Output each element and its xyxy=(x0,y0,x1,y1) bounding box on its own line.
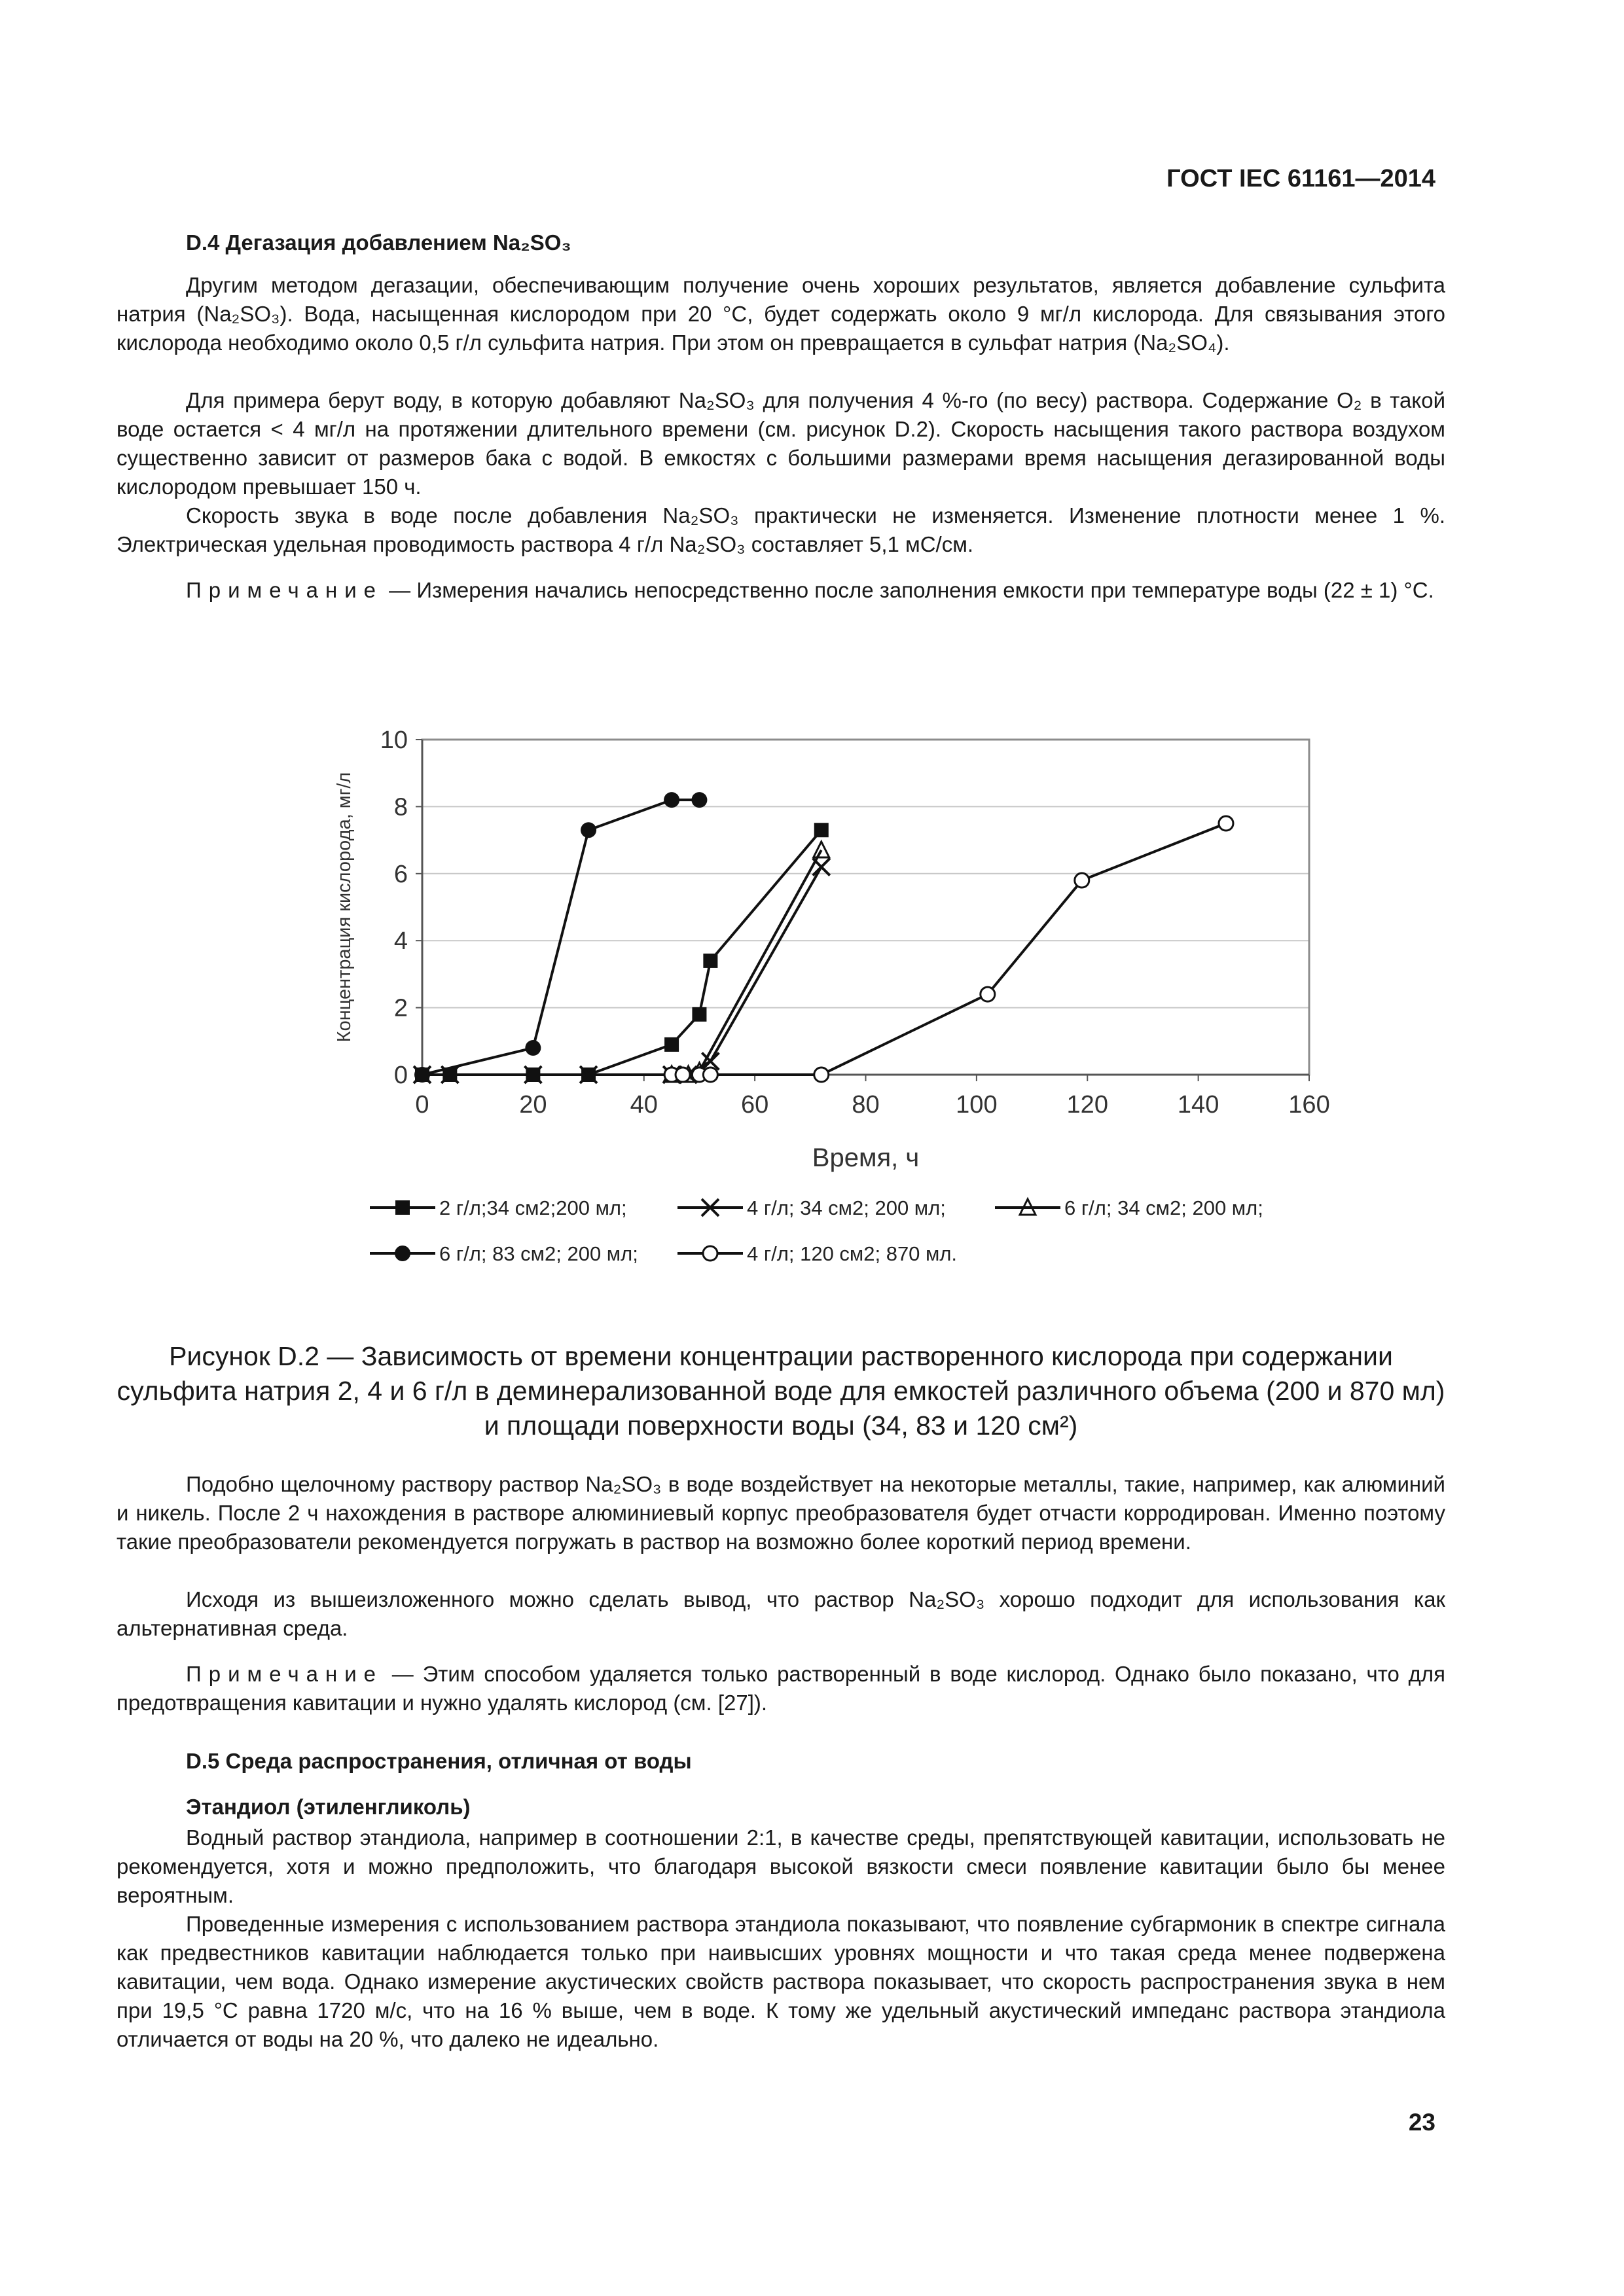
paragraph xyxy=(117,1585,1445,1643)
paragraph-text: Водный раствор этандиола, например в соотношении 2:1, в качестве среды, препятствующей кавитации, использовать не рекомендуется, хотя и можно предположить, что благодаря высокой вязкости смеси появление кавитации было бы менее вероятным. xyxy=(117,1825,1445,1907)
y-tick-label: 4 xyxy=(393,927,408,956)
data-point xyxy=(414,1067,430,1083)
x-tick-label: 40 xyxy=(630,1091,658,1119)
y-tick-label: 6 xyxy=(393,860,408,888)
series-line xyxy=(422,830,821,1075)
paragraph-text: Проведенные измерения с использованием раствора этандиола показывают, что появление субгармоник в спектре сигнала как предвестников кавитации наблюдается только при наивысших уровнях мощности и что такая среда менее подвержена кавитации, чем вода. Однако измерение акустических свойств раствора показывает, что скорость распространения звука в нем при 19,5 °С равна 1720 м/с, что на 16 % выше, чем в воде. К тому же удельный акустический импеданс раствора этандиола отличается от воды на 20 %, что далеко не идеально. xyxy=(117,1912,1445,2051)
legend-marker xyxy=(703,1246,717,1261)
y-tick-label: 0 xyxy=(393,1062,408,1089)
y-axis-label: Концентрация кислорода, мг/л xyxy=(334,772,355,1043)
data-point xyxy=(703,1067,717,1082)
data-point xyxy=(676,1067,690,1082)
legend-label: 6 г/л; 83 см2; 200 мл; xyxy=(439,1242,638,1265)
subsection-title: Этандиол (этиленгликоль) xyxy=(186,1795,471,1819)
section-title-d4: D.4 Дегазация добавлением Na₂SO₃ xyxy=(186,230,571,255)
data-point xyxy=(1219,816,1233,831)
paragraph xyxy=(117,501,1445,559)
series-line xyxy=(422,867,821,1075)
data-point xyxy=(703,954,717,968)
paragraph-text: Исходя из вышеизложенного можно сделать вывод, что раствор Na₂SO₃ хорошо подходит для использования как альтернативная среда. xyxy=(117,1587,1445,1640)
plot-area xyxy=(422,740,1309,1075)
x-tick-label: 0 xyxy=(415,1091,429,1119)
note-text: — Этим способом удаляется только растворенный в воде кислород. Однако было показано, что для предотвращения кавитации и нужно удалять кислород (см. [27]). xyxy=(117,1662,1445,1715)
document-header: ГОСТ IEC 61161—2014 xyxy=(1166,165,1435,192)
series-line xyxy=(422,800,699,1075)
x-tick-label: 80 xyxy=(852,1091,880,1119)
note xyxy=(117,576,1445,605)
paragraph-text: Подобно щелочному раствору раствор Na₂SO₃ в воде воздействует на некоторые металлы, такие, например, как алюминий и никель. После 2 ч нахождения в растворе алюминиевый корпус преобразователя будет отчасти корродирован. Именно поэтому такие преобразователи рекомендуется погружать в раствор на возможно более короткий период времени. xyxy=(117,1472,1445,1554)
page-number: 23 xyxy=(1408,2109,1435,2136)
data-point xyxy=(692,1007,706,1022)
legend-label: 6 г/л; 34 см2; 200 мл; xyxy=(1064,1196,1263,1219)
data-point xyxy=(581,822,596,838)
data-point xyxy=(664,792,679,808)
chart-series-markers xyxy=(414,792,1233,1083)
x-tick-label: 60 xyxy=(740,1091,769,1119)
data-point xyxy=(981,987,995,1001)
legend-label: 4 г/л; 120 см2; 870 мл. xyxy=(747,1242,958,1265)
x-tick-label: 160 xyxy=(1288,1091,1330,1119)
x-axis-label: Время, ч xyxy=(812,1143,920,1172)
chart-grid xyxy=(422,740,1309,1075)
paragraph-text: Для примера берут воду, в которую добавляют Na₂SO₃ для получения 4 %-го (по весу) раствора. Содержание O₂ в такой воде остается < 4 мг/л на протяжении длительного времени (см. рисунок D.2). Скорость насыщения такого раствора воздухом существенно зависит от размеров бака с водой. В емкостях с большими размерами время насыщения дегазированной воды кислородом превышает 150 ч. xyxy=(117,388,1445,499)
data-point xyxy=(525,1040,541,1056)
data-point xyxy=(814,823,829,837)
chart-legend xyxy=(370,1196,1263,1265)
oxygen-concentration-chart xyxy=(314,713,1362,1296)
note-lead: Примечание xyxy=(186,578,384,602)
data-point xyxy=(1075,873,1089,888)
paragraph xyxy=(117,1823,1445,1910)
paragraph xyxy=(117,1470,1445,1556)
y-tick-label: 10 xyxy=(380,726,408,754)
chart-series-lines xyxy=(422,800,1226,1075)
paragraph-text: Другим методом дегазации, обеспечивающим получение очень хороших результатов, является добавление сульфита натрия (Na₂SO₃). Вода, насыщенная кислородом при 20 °С, будет содержать около 9 мг/л кислорода. Для связывания этого кислорода необходимо около 0,5 г/л сульфита натрия. При этом он превращается в сульфат натрия (Na₂SO₄). xyxy=(117,273,1445,355)
paragraph-text: Скорость звука в воде после добавления Na₂SO₃ практически не изменяется. Изменение плотности менее 1 %. Электрическая удельная проводимость раствора 4 г/л Na₂SO₃ составляет 5,1 мС/см. xyxy=(117,503,1445,556)
data-point xyxy=(814,1067,829,1082)
x-tick-label: 140 xyxy=(1177,1091,1219,1119)
figure-caption: Рисунок D.2 — Зависимость от времени концентрации растворенного кислорода при содержании сульфита натрия 2, 4 и 6 г/л в деминерализованной воде для емкостей различного объема (200 и 870 мл) и площади поверхности воды (34, 83 и 120 см²) xyxy=(117,1341,1445,1441)
note-text: — Измерения начались непосредственно после заполнения емкости при температуре воды (22 ± 1) °С. xyxy=(383,578,1434,602)
legend-marker xyxy=(395,1246,410,1261)
legend-marker xyxy=(395,1200,410,1215)
data-point xyxy=(814,842,829,857)
legend-label: 4 г/л; 34 см2; 200 мл; xyxy=(747,1196,946,1219)
note-lead: Примечание xyxy=(186,1662,384,1686)
y-tick-label: 2 xyxy=(393,994,408,1022)
section-title-d5: D.5 Среда распространения, отличная от воды xyxy=(186,1749,692,1773)
series-line xyxy=(672,850,821,1075)
y-tick-label: 8 xyxy=(393,793,408,821)
x-tick-label: 20 xyxy=(519,1091,547,1119)
series-line xyxy=(672,823,1226,1075)
x-tick-label: 120 xyxy=(1066,1091,1108,1119)
paragraph xyxy=(117,1910,1445,2054)
paragraph xyxy=(117,271,1445,357)
data-point xyxy=(813,859,830,876)
legend-label: 2 г/л;34 см2;200 мл; xyxy=(439,1196,627,1219)
paragraph xyxy=(117,386,1445,501)
data-point xyxy=(691,792,707,808)
note xyxy=(117,1660,1445,1717)
data-point xyxy=(664,1037,679,1052)
x-tick-label: 100 xyxy=(956,1091,998,1119)
